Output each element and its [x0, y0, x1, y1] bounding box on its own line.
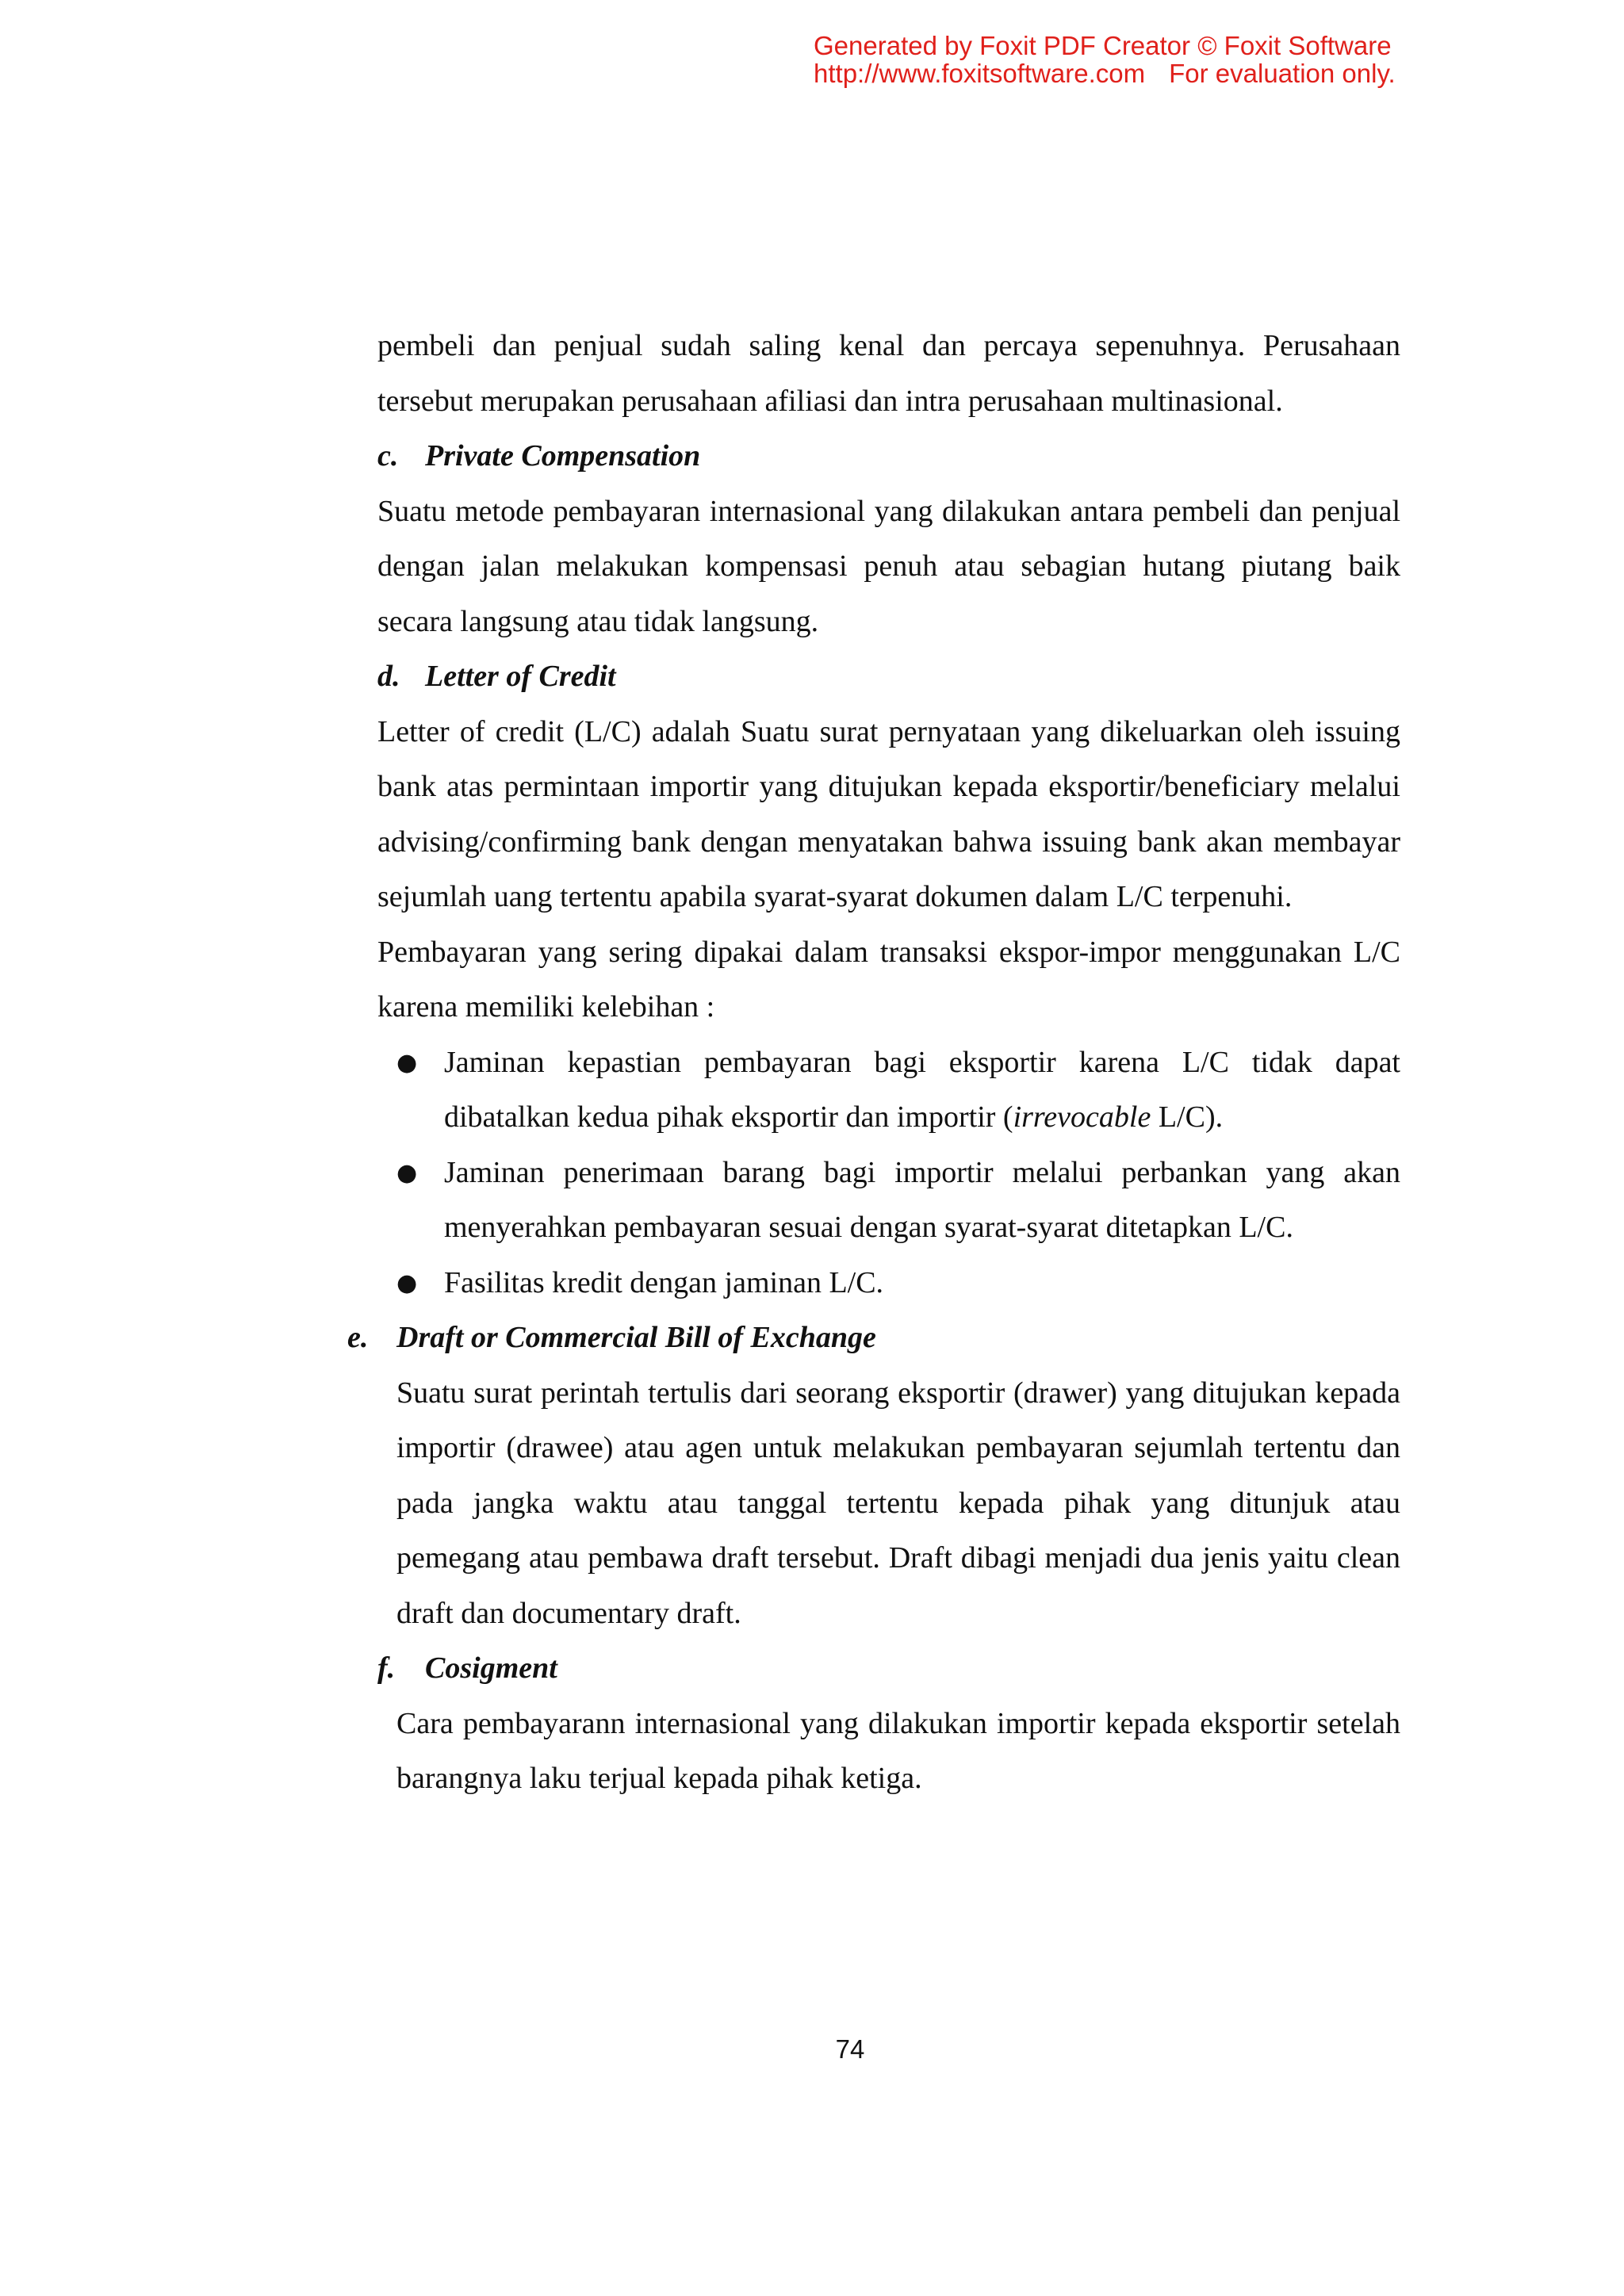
bullet-icon: ● — [396, 1269, 418, 1297]
section-c-title: Private Compensation — [425, 439, 701, 473]
list-item — [396, 1256, 1400, 1311]
section-f-letter: f. — [377, 1651, 396, 1685]
section-d-letter: d. — [377, 660, 400, 693]
bullet-icon: ● — [396, 1048, 418, 1077]
section-e-heading — [347, 1311, 1624, 1366]
section-f-paragraph: Cara pembayarann internasional yang dilakukan importir kepada eksportir setelah barangnya laku terjual kepada pihak ketiga. — [396, 1706, 1400, 1795]
intro-paragraph: pembeli dan penjual sudah saling kenal dan percaya sepenuhnya. Perusahaan tersebut merupakan perusahaan afiliasi dan intra perusahaan multinasional. — [377, 329, 1400, 418]
section-d-paragraph: Letter of credit (L/C) adalah Suatu surat pernyataan yang dikeluarkan oleh issuing bank atas permintaan importir yang ditujukan kepada eksportir/beneficiary melalui advising/confirming bank dengan menyatakan bahwa issuing bank akan membayar sejumlah uang tertentu apabila syarat-syarat dokumen dalam L/C terpenuhi. — [377, 714, 1400, 913]
list-item-text: Jaminan penerimaan barang bagi importir melalui perbankan yang akan menyerahkan pembayaran sesuai dengan syarat-syarat ditetapkan L/C. — [444, 1155, 1400, 1244]
section-f-heading — [377, 1641, 1624, 1697]
section-e-title: Draft or Commercial Bill of Exchange — [396, 1321, 876, 1354]
watermark-line-1: Generated by Foxit PDF Creator © Foxit Software — [814, 31, 1392, 60]
page-number: 74 — [835, 2034, 865, 2064]
section-e-letter: e. — [347, 1321, 369, 1354]
list-item-text: Fasilitas kredit dengan jaminan L/C. — [444, 1265, 884, 1299]
bullet-icon: ● — [396, 1158, 418, 1187]
list-item — [396, 1035, 1400, 1146]
section-d-heading — [377, 649, 1624, 705]
list-item-text-end: L/C). — [1151, 1100, 1224, 1134]
evaluation-watermark — [814, 32, 1448, 87]
section-c-heading — [377, 429, 1624, 484]
section-d-paragraph-2: Pembayaran yang sering dipakai dalam transaksi ekspor-impor menggunakan L/C karena memiliki kelebihan : — [377, 935, 1400, 1024]
advantages-list — [0, 1035, 1624, 1311]
section-c-letter: c. — [377, 439, 399, 473]
section-c-paragraph: Suatu metode pembayaran internasional yang dilakukan antara pembeli dan penjual dengan jalan melakukan kompensasi penuh atau sebagian hutang piutang baik secara langsung atau tidak langsung. — [377, 494, 1400, 638]
page-body — [0, 319, 1624, 1807]
list-item-italic-term: irrevocable — [1013, 1100, 1151, 1134]
watermark-note: For evaluation only. — [1169, 59, 1396, 88]
watermark-line-2 — [814, 59, 1448, 87]
section-e-paragraph: Suatu surat perintah tertulis dari seorang eksportir (drawer) yang ditujukan kepada importir (drawee) atau agen untuk melakukan pembayaran sejumlah tertentu dan pada jangka waktu atau tanggal tertentu kepada pihak yang ditunjuk atau pemegang atau pembawa draft tersebut. Draft dibagi menjadi dua jenis yaitu clean draft dan documentary draft. — [396, 1376, 1400, 1630]
section-f-title: Cosigment — [425, 1651, 557, 1685]
watermark-url-link[interactable]: http://www.foxitsoftware.com — [814, 59, 1146, 88]
list-item — [396, 1146, 1400, 1256]
section-d-title: Letter of Credit — [425, 660, 616, 693]
list-item-text: Jaminan kepastian pembayaran bagi eksportir karena L/C tidak dapat dibatalkan kedua pihak eksportir dan importir ( — [444, 1045, 1400, 1134]
